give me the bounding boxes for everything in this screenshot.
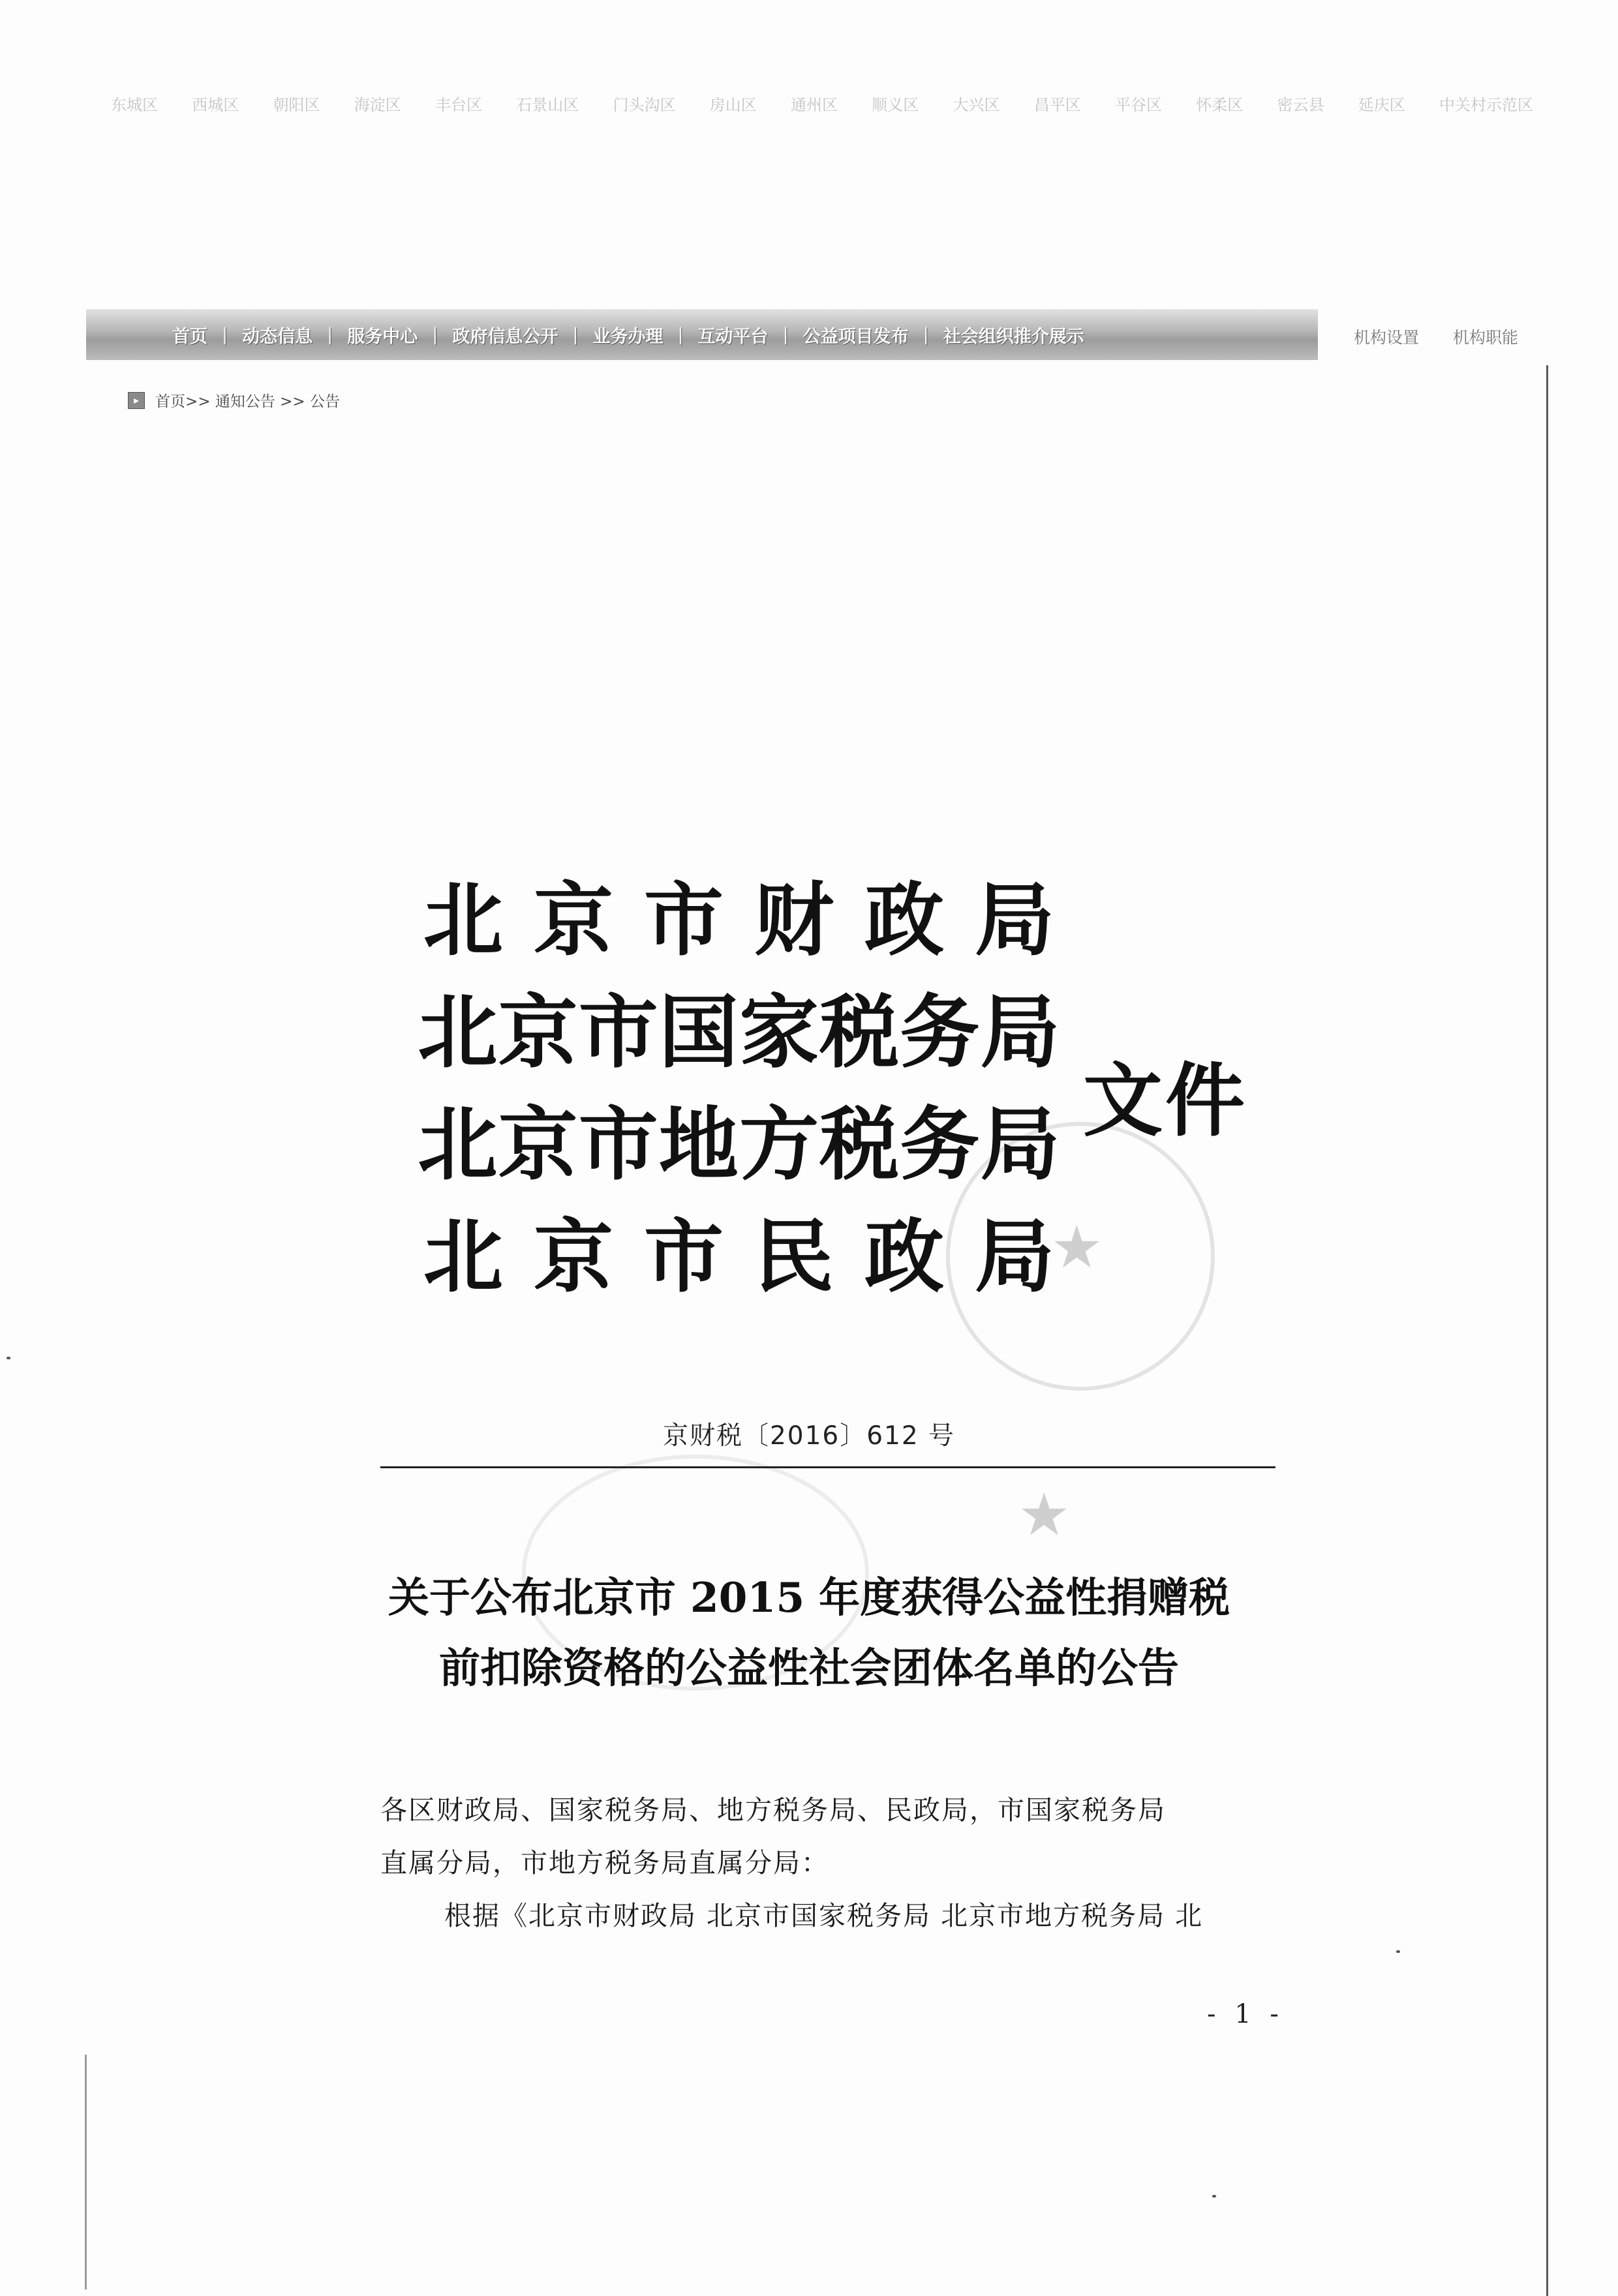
document-body <box>380 1784 1281 1942</box>
agency-finance-bureau <box>418 864 1060 976</box>
district-link[interactable]: 石景山区 <box>516 95 579 114</box>
nav-gov-info[interactable]: 政府信息公开 <box>452 326 558 347</box>
district-link[interactable]: 密云县 <box>1277 95 1324 114</box>
nav-org-showcase[interactable]: 社会组织推介展示 <box>943 326 1084 347</box>
agency-char: 北 <box>418 1098 498 1191</box>
title-line: 前扣除资格的公益性社会团体名单的公告 <box>439 1644 1179 1692</box>
page-number: - 1 - <box>1207 1999 1284 2029</box>
agency-char: 税 <box>819 986 900 1079</box>
district-link[interactable]: 顺义区 <box>872 95 919 114</box>
agency-char: 税 <box>819 1098 900 1191</box>
agency-char: 方 <box>739 1098 819 1191</box>
agency-char: 京 <box>534 874 613 967</box>
agency-civil-affairs-bureau <box>418 1201 1060 1313</box>
nav-home[interactable]: 首页 <box>172 326 207 347</box>
agency-local-tax-bureau <box>418 1089 1060 1201</box>
district-link[interactable]: 昌平区 <box>1033 95 1081 114</box>
nav-interaction[interactable]: 互动平台 <box>697 326 769 347</box>
salutation-line: 直属分局，市地方税务局直属分局： <box>380 1847 829 1879</box>
issuing-agencies <box>418 864 1070 1313</box>
seal-star-icon: ★ <box>1018 1481 1071 1549</box>
nav-divider: | <box>782 324 789 345</box>
nav-divider: | <box>677 324 684 345</box>
agency-char: 务 <box>900 1098 980 1191</box>
agency-char: 京 <box>498 986 578 1079</box>
agency-char: 北 <box>418 986 498 1079</box>
district-link[interactable]: 东城区 <box>111 95 158 114</box>
nav-charity-projects[interactable]: 公益项目发布 <box>802 326 909 347</box>
district-nav <box>111 90 1533 116</box>
header-divider <box>380 1466 1275 1468</box>
district-link[interactable]: 通州区 <box>791 95 838 114</box>
breadcrumb <box>128 389 340 411</box>
district-link[interactable]: 大兴区 <box>953 95 1000 114</box>
content-frame-border <box>1546 365 1548 2296</box>
agency-char: 北 <box>423 1211 503 1303</box>
breadcrumb-text[interactable]: 首页>> 通知公告 >> 公告 <box>155 393 341 410</box>
agency-char: 京 <box>534 1211 613 1303</box>
district-link[interactable]: 朝阳区 <box>273 95 320 114</box>
scan-speck <box>7 1357 10 1359</box>
agency-char: 务 <box>900 986 980 1079</box>
agency-char: 局 <box>980 1098 1060 1191</box>
nav-divider: | <box>327 324 333 345</box>
nav-divider: | <box>572 324 579 345</box>
content-frame-border <box>85 2055 87 2289</box>
agency-char: 国 <box>658 986 739 1079</box>
document-number: 京财税〔2016〕612 号 <box>662 1421 956 1451</box>
agency-char: 财 <box>754 874 834 967</box>
agency-char: 政 <box>864 874 944 967</box>
agency-char: 政 <box>864 1211 944 1303</box>
document-suffix: 文件 <box>1083 1055 1247 1147</box>
district-link[interactable]: 西城区 <box>192 95 239 114</box>
district-link[interactable]: 延庆区 <box>1358 95 1405 114</box>
org-function-link[interactable]: 机构职能 <box>1453 328 1519 347</box>
district-link[interactable]: 海淀区 <box>354 95 401 114</box>
main-nav <box>86 309 1318 360</box>
salutation-line: 各区财政局、国家税务局、地方税务局、民政局，市国家税务局 <box>380 1794 1166 1826</box>
nav-divider: | <box>432 324 438 345</box>
side-links <box>1354 325 1518 348</box>
seal-star-icon: ★ <box>1050 1213 1103 1282</box>
nav-service-center[interactable]: 服务中心 <box>347 326 418 347</box>
agency-char: 地 <box>658 1098 739 1191</box>
agency-char: 市 <box>578 986 658 1079</box>
nav-business[interactable]: 业务办理 <box>592 326 664 347</box>
agency-char: 局 <box>975 1211 1054 1303</box>
breadcrumb-arrow-icon: ▸ <box>128 392 145 409</box>
agency-char: 市 <box>644 1211 724 1303</box>
district-link[interactable]: 门头沟区 <box>613 95 676 114</box>
agency-char: 局 <box>975 874 1054 967</box>
agency-char: 市 <box>578 1098 658 1191</box>
nav-divider: | <box>222 324 228 345</box>
district-link[interactable]: 中关村示范区 <box>1439 95 1533 114</box>
org-structure-link[interactable]: 机构设置 <box>1354 328 1420 347</box>
title-line: 关于公布北京市 2015 年度获得公益性捐赠税 <box>388 1573 1230 1622</box>
agency-char: 民 <box>754 1211 834 1303</box>
district-link[interactable]: 平谷区 <box>1115 95 1162 114</box>
district-link[interactable]: 怀柔区 <box>1196 95 1244 114</box>
nav-news[interactable]: 动态信息 <box>242 326 313 347</box>
body-paragraph: 根据《北京市财政局 北京市国家税务局 北京市地方税务局 北 <box>444 1900 1204 1931</box>
scan-speck <box>1212 2195 1216 2198</box>
agency-char: 局 <box>980 986 1060 1079</box>
agency-char: 北 <box>423 874 503 967</box>
nav-divider: | <box>923 324 929 345</box>
agency-char: 家 <box>739 986 819 1079</box>
district-link[interactable]: 丰台区 <box>435 95 482 114</box>
agency-national-tax-bureau <box>418 976 1060 1089</box>
document-title <box>0 1562 1618 1703</box>
agency-char: 市 <box>644 874 724 967</box>
district-link[interactable]: 房山区 <box>709 95 757 114</box>
scan-speck <box>1396 1950 1400 1953</box>
agency-char: 京 <box>498 1098 578 1191</box>
